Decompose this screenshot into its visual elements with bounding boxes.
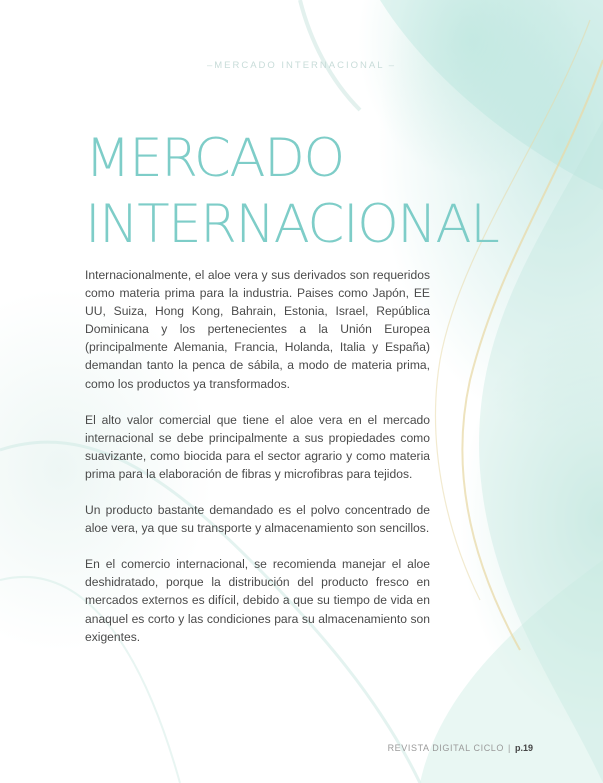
title-line-1: MERCADO [85,128,344,189]
page-footer [388,743,533,753]
article-body [85,266,430,664]
paragraph-3: Un producto bastante demandado es el polvo concentrado de aloe vera, ya que su transporte y almacenamiento son sencillos. [85,503,430,536]
paragraph-4: En el comercio internacional, se recomienda manejar el aloe deshidratado, porque la distribución del producto fresco en mercados externos es difícil, debido a que su tiempo de vida en anaquel es corto y las condiciones para su almacenamiento son exigentes. [85,557,430,644]
paragraph-2: El alto valor comercial que tiene el aloe vera en el mercado internacional se debe principalmente a sus propiedades como suavizante, como biocida para el sector agrario y como materia prima para la elaboración de fibras y microfibras para tejidos. [85,412,430,481]
publication-name: REVISTA DIGITAL CICLO [387,743,505,753]
title-line-2: INTERNACIONAL [85,194,499,255]
page-title [85,126,498,258]
pale-stroke-top [300,0,360,110]
footer-separator: | [508,743,511,753]
page-number: p.19 [514,743,533,753]
paragraph-1: Internacionalmente, el aloe vera y sus derivados son requeridos como materia prima para la industria. Paises como Japón, EE UU, Suiza, Hong Kong, Bahrain, Estonia, Israel, República Dominicana y los pertenecientes a la Unión Europea (principalmente Alemania, Francia, Holanda, Italia y España) demandan tanto la penca de sábila, a modo de materia prima, como los productos ya transformados. [85,268,430,391]
section-kicker: –MERCADO INTERNACIONAL – [206,60,397,71]
